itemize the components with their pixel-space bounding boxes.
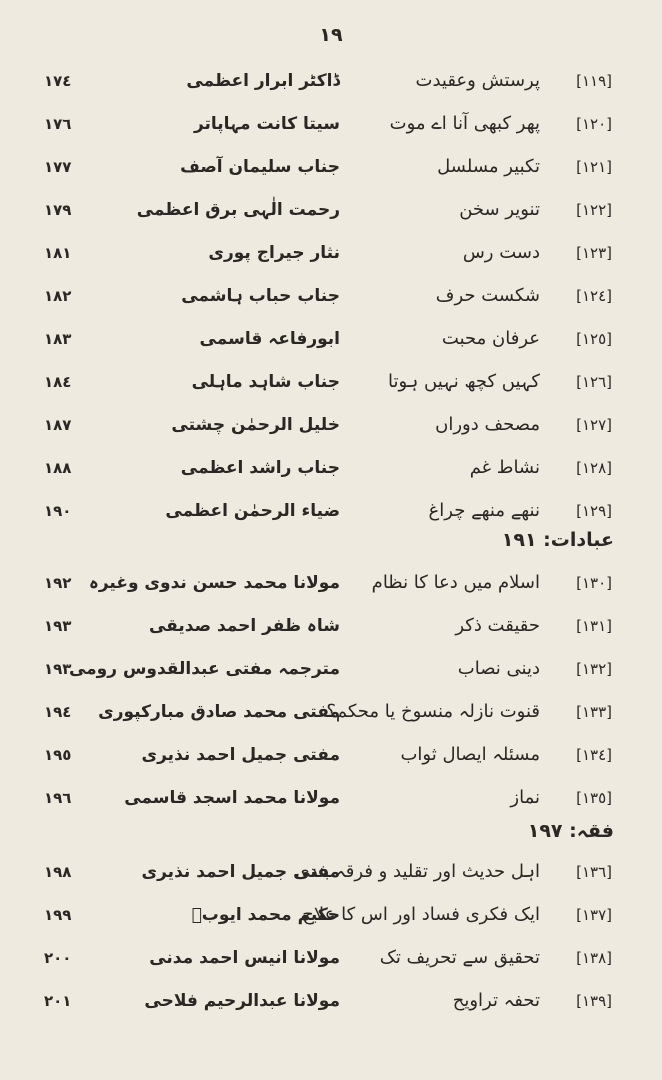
toc-row [0, 941, 662, 975]
entry-title: نشاط غم [469, 457, 540, 478]
entry-index: [١٢٢] [576, 201, 612, 219]
entry-title: اسلام میں دعا کا نظام [371, 572, 540, 593]
entry-title: عرفان محبت [441, 328, 540, 349]
entry-index: [١٢٦] [576, 373, 612, 391]
entry-index: [١٣٤] [576, 746, 612, 764]
entry-page: ١٨٣ [44, 330, 72, 348]
entry-author: مولانا محمد حسن ندوی وغیرہ [88, 573, 340, 593]
toc-row [0, 365, 662, 399]
toc-row [0, 236, 662, 270]
toc-row [0, 695, 662, 729]
entry-author: مولانا عبدالرحیم فلاحی [144, 991, 340, 1011]
entry-index: [١٢٤] [576, 287, 612, 305]
entry-page: ١٩٦ [44, 789, 72, 807]
entry-index: [١٢٨] [576, 459, 612, 477]
entry-title: دینی نصاب [457, 658, 540, 679]
entry-page: ١٩٠ [44, 502, 72, 520]
entry-author: جناب شاہد ماہلی [191, 372, 340, 392]
entry-page: ١٧٩ [44, 201, 72, 219]
toc-row [0, 150, 662, 184]
toc-row [0, 408, 662, 442]
toc-row [0, 451, 662, 485]
page-number: ١٩ [319, 24, 343, 46]
entry-index: [١٣٨] [576, 949, 612, 967]
toc-row [0, 193, 662, 227]
entry-page: ١٨٤ [44, 373, 72, 391]
entry-page: ١٧٦ [44, 115, 72, 133]
entry-index: [١٢٥] [576, 330, 612, 348]
entry-title: تنویر سخن [459, 199, 540, 220]
entry-page: ١٩٣ [44, 660, 72, 678]
toc-row [0, 322, 662, 356]
entry-title: تحفہ تراویح [452, 990, 540, 1011]
entry-title: شکست حرف [435, 285, 540, 306]
toc-row [0, 738, 662, 772]
entry-title: پھر کبھی آنا اے موت [389, 113, 540, 134]
entry-page: ١٩٢ [44, 574, 72, 592]
entry-title: تکبیر مسلسل [437, 156, 540, 177]
entry-author: شاہ ظفر احمد صدیقی [148, 616, 340, 636]
section-heading-fiqh: فقہ: ١٩٧ [527, 820, 614, 842]
entry-page: ١٨٧ [44, 416, 72, 434]
entry-page: ١٩٨ [44, 863, 72, 881]
entry-index: [١٣٦] [576, 863, 612, 881]
section-heading-ibadat: عبادات: ١٩١ [501, 529, 614, 551]
toc-row [0, 64, 662, 98]
toc-row [0, 781, 662, 815]
toc-row [0, 984, 662, 1018]
entry-index: [١٢٩] [576, 502, 612, 520]
entry-index: [١١٩] [576, 72, 612, 90]
entry-page: ١٧٤ [44, 72, 72, 90]
entry-page: ١٩٩ [44, 906, 72, 924]
entry-index: [١٢٠] [576, 115, 612, 133]
entry-page: ١٨١ [44, 244, 72, 262]
toc-row [0, 494, 662, 528]
entry-page: ١٩٥ [44, 746, 72, 764]
entry-index: [١٢٣] [576, 244, 612, 262]
toc-row [0, 107, 662, 141]
entry-index: [١٣٢] [576, 660, 612, 678]
entry-page: ١٩٣ [44, 617, 72, 635]
entry-title: ایک فکری فساد اور اس کا علاج [302, 904, 540, 925]
entry-author: ضیاء الرحمٰن اعظمی [165, 501, 340, 521]
entry-author: مترجمہ مفتی عبدالقدوس رومی [68, 659, 340, 679]
entry-page: ١٨٨ [44, 459, 72, 477]
entry-author: مفتی محمد صادق مبارکپوری [98, 702, 340, 722]
entry-title: حقیقت ذکر [455, 615, 540, 636]
entry-author: سیتا کانت مہاپاتر [193, 114, 340, 134]
entry-title: نماز [510, 787, 540, 808]
entry-author: رحمت الٰہی برق اعظمی [136, 200, 340, 220]
entry-title: تحقیق سے تحریف تک [379, 947, 540, 968]
toc-row [0, 566, 662, 600]
entry-title: اہل حدیث اور تقلید و فرقہ بندی [295, 861, 540, 882]
toc-row [0, 855, 662, 889]
entry-title: دست رس [462, 242, 540, 263]
entry-author: ابورفاعہ قاسمی [199, 329, 340, 349]
entry-author: جناب سلیمان آصف [180, 157, 340, 177]
entry-index: [١٢١] [576, 158, 612, 176]
entry-title: پرستش وعقیدت [415, 70, 540, 91]
entry-title: قنوت نازلہ منسوخ یا محکم؟ [326, 701, 540, 722]
entry-title: مصحف دوراں [435, 414, 540, 435]
entry-index: [١٣١] [576, 617, 612, 635]
entry-title: مسئلہ ایصال ثواب [400, 744, 540, 765]
entry-index: [١٣٧] [576, 906, 612, 924]
entry-index: [١٣٩] [576, 992, 612, 1010]
entry-index: [١٣٣] [576, 703, 612, 721]
entry-author: جناب حباب ہاشمی [181, 286, 340, 306]
entry-author: مولانا محمد اسجد قاسمی [124, 788, 340, 808]
entry-author: حکیم محمد ایوبؒ [191, 905, 340, 925]
toc-row [0, 279, 662, 313]
entry-author: خلیل الرحمٰن چشتی [171, 415, 340, 435]
entry-index: [١٣٥] [576, 789, 612, 807]
entry-title: کہیں کچھ نہیں ہوتا [387, 371, 540, 392]
entry-author: نثار جیراج پوری [208, 243, 340, 263]
entry-page: ٢٠١ [44, 992, 72, 1010]
entry-page: ٢٠٠ [44, 949, 72, 967]
entry-author: مفتی جمیل احمد نذیری [141, 745, 340, 765]
toc-row [0, 898, 662, 932]
entry-page: ١٨٢ [44, 287, 72, 305]
entry-author: مولانا انیس احمد مدنی [149, 948, 340, 968]
toc-row [0, 609, 662, 643]
toc-row [0, 652, 662, 686]
entry-page: ١٧٧ [44, 158, 72, 176]
entry-title: ننھے منھے چراغ [428, 500, 540, 521]
entry-author: جناب راشد اعظمی [180, 458, 340, 478]
entry-index: [١٣٠] [576, 574, 612, 592]
entry-index: [١٢٧] [576, 416, 612, 434]
entry-author: مفتی جمیل احمد نذیری [141, 862, 340, 882]
entry-page: ١٩٤ [44, 703, 72, 721]
entry-author: ڈاکٹر ابرار اعظمی [186, 71, 340, 91]
